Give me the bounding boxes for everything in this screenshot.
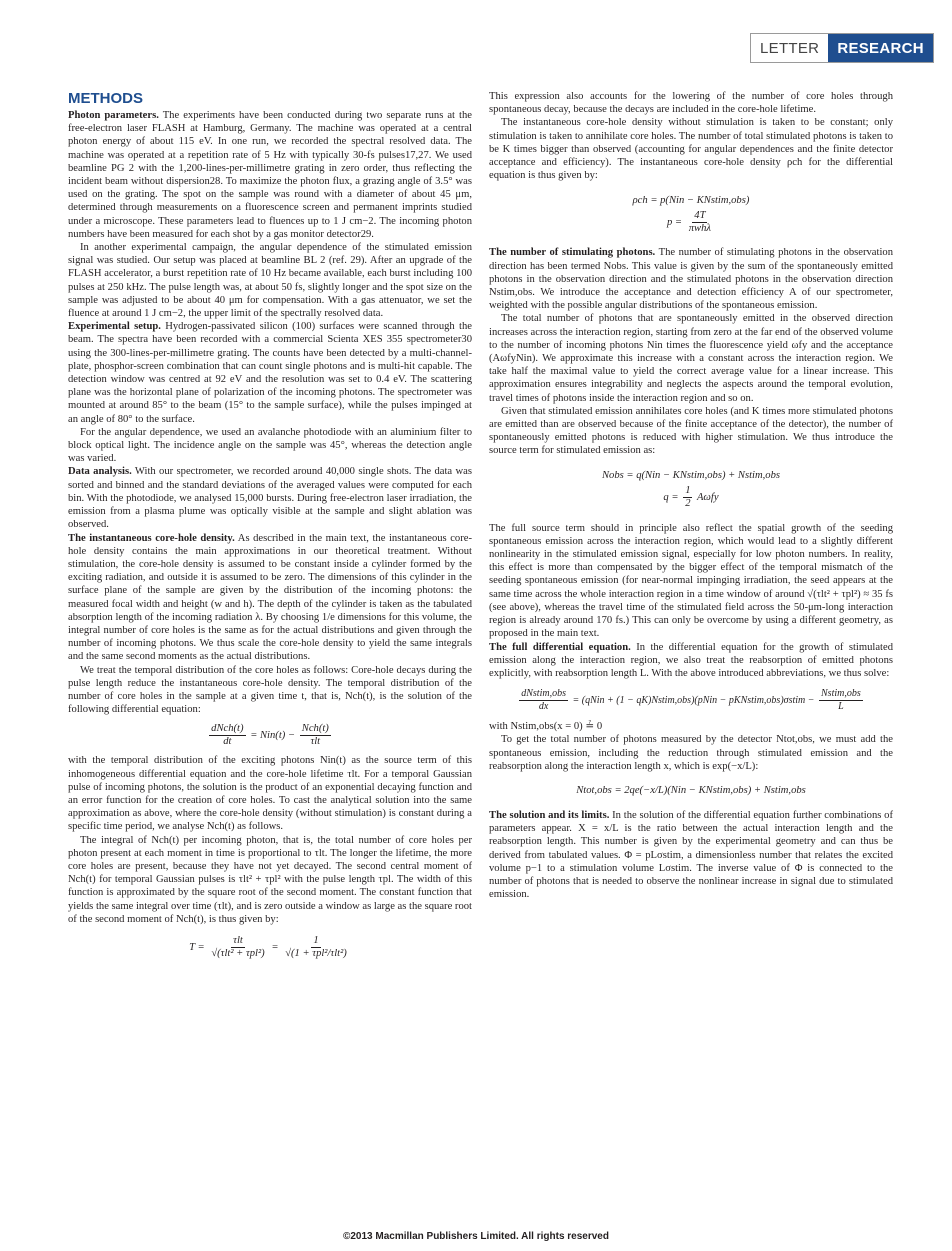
paragraph: The instantaneous core-hole density without stimulation is taken to be constant; only stimulation is taken to annihilate core holes. The number of total stimulated photons is taken to be K times bigger than observed (accounting for angular dependences and the finite detector acceptance and efficiency). The instantaneous core-hole density ρch for the differential equation is thus given by: — [489, 117, 893, 182]
paragraph-photon-parameters: Photon parameters. The experiments have been conducted during two separate runs at the free-electron laser FLASH at Hamburg, Germany. The machine was operated at a central photon energy of about 115 eV. In one run, we recorded the spectral resolved data. The machine was operated at a repetition rate of 5 Hz with typically 30-fs pulses17,27. We used beamline PG 2 with the 1,200-lines-per-millimetre grating in zero order, thus reflecting the incident beam without dispersion28. To maximize the photon flux, a grazing angle of 3.5° was used on the grating. The spot on the sample was round with a diameter of about 45 μm, determined through measurements on a fluorescence screen and permanent imprints studied under a microscope. These parameters lead to fluences up to 1 J cm−2. The incoming photon numbers have been measured for each shot by a gas monitor detector29. — [68, 110, 472, 240]
paragraph-data-analysis: Data analysis. With our spectrometer, we recorded around 40,000 single shots. The data was sorted and binned and the standard deviations of the averaged values were computed for each bin. With the photodiode, we analysed 15,000 bursts. During free-electron laser irradiation, the emission from a plasma plume was optically visible at the sample and slight ablation was observed. — [68, 466, 472, 531]
paragraph: with the temporal distribution of the exciting photons Nin(t) as the source term of this inhomogeneous differential equation and the core-hole lifetime τlt. For a temporal Gaussian pulse of incoming photons, the solution is the product of an exponential decaying function and an error function for the creation of core holes. To cast the analytical solution into the same approximation as above, where the core-hole density (without stimulation) is constant during a specific time period, we analyse Nch(t) as follows. — [68, 755, 472, 833]
equation-p: p = $\frac{4T}{\text{πwhλ}}$ — [666, 210, 712, 235]
paragraph-full-differential: The full differential equation. In the differential equation for the growth of stimulated emission along the interaction region, we also treat the reabsorption of emitted photons explicitly, with reabsorption length L. With the above introduced abbreviations, we thus solve: — [489, 641, 893, 679]
paragraph: We treat the temporal distribution of the core holes as follows: Core-hole decays during the pulse length reduce the instantaneous core-hole density. The temporal distribution of the number of core holes in the sample at a given time t, that is, Nch(t), is the solution of the following differential equation: — [68, 664, 472, 716]
right-column — [489, 90, 893, 901]
paragraph: The total number of photons that are spontaneously emitted in the observed direction increases across the interaction region, starting from zero at the far end of the observed volume to the number of incoming photons Nin times the fluorescence yield ωfy and the acceptance (AωfyNin). We approximate this increase with a constant across the interaction region. We take half the maximal value to yield the correct average value for a linear increase. This approximation ensures integrability and neglects the aspects around the temporal evolution, travel times of photons inside the interaction region and so on. — [489, 313, 893, 404]
paragraph-core-hole-density: The instantaneous core-hole density. As described in the main text, the instantaneous core-hole density contains the main approximations in our theoretical treatment. Without stimulation, the core-hole density is assumed to be constant inside a cylinder formed by the exciting radiation, and outside it is assumed to be zero. The dimensions of this cylinder in the surface plane of the sample are given by the distribution of the incoming photons: the measured focal width and height (w and h). The depth of the cylinder is taken as the tabulated absorption length of the incoming radiation λ. By choosing 1/e dimensions for this volume, the integral number of core holes is the same as for the actual distributions and given through the number of incoming photons. We thus scale the core-hole density to yield the same integrals and the same second moments as the actual distributions. — [68, 532, 472, 663]
paragraph: For the angular dependence, we used an avalanche photodiode with an aluminium filter to block optical light. The incidence angle on the sample was 45°, whereas the detection angle was varied. — [68, 426, 472, 465]
left-column — [68, 90, 472, 970]
equation-core-hole-ode: $\frac{\text{dNch(t)}}{dt}$ = Nin(t) − $\frac{\text{Nch(t)}}{\text{τlt}}$ — [211, 722, 329, 747]
paragraph: In another experimental campaign, the angular dependence of the stimulated emission signal was studied. Our setup was placed at beamline BL 2 (ref. 29). After an upgrade of the FLASH accelerator, a burst repetition rate of 10 Hz became available, each burst including 100 pulses at 250 kHz. The pulse length was, at about 50 fs, slightly longer and the spot size on the sample was adjusted to be about 40 μm for compensation. With a gas attenuator, we set the fluence at around 1 J cm−2, the upper limit of the spectrally resolved data. — [68, 242, 472, 320]
research-label: RESEARCH — [828, 34, 933, 62]
equation-T: T = $\frac{\text{τlt}}{\text{√(τlt² + τpl²)}}$ = $\frac{1}{\text{√(1 + τpl²/τlt²)}}$ — [189, 935, 347, 960]
paragraph: Given that stimulated emission annihilates core holes (and K times more stimulated photons are emitted than are observed because of the finite acceptance of the detector), the number of spontaneously emitted photons is reduced with higher stimulation. We thus introduce the source term for stimulated emission as: — [489, 405, 893, 457]
paragraph-solution-limits: The solution and its limits. In the solution of the differential equation further combinations of parameters appear. X = x/L is the ratio between the actual interaction length and the reabsorption length. This number is given by the experimental geometry and can thus be derived from tabulated values. Φ = pLσstim, a dimensionless number that relates the excited volume p−1 to a stimulation volume Lσstim. The inverse value of Φ is connected to the number of photons that is needed to observe the nonlinear increase in signal due to stimulated emission. — [489, 809, 893, 901]
equation-ntot: Ntot,obs = 2qe(−x/L)(Nin − KNstim,obs) + Nstim,obs — [576, 785, 806, 797]
paragraph: This expression also accounts for the lowering of the number of core holes through spontaneous decay, because the decays are included in the core-hole lifetime. — [489, 91, 893, 116]
paragraph: with Nstim,obs(x = 0) ≟ 0 — [489, 721, 603, 733]
letter-label: LETTER — [751, 34, 828, 62]
equation-rho-line: ρch = p(Nin − KNstim,obs) — [632, 194, 750, 206]
paragraph-experimental-setup: Experimental setup. Hydrogen-passivated silicon (100) surfaces were scanned through the beam. The spectra have been recorded with a commercial Scienta XES 355 spectrometer30 using the 300-lines-per-millimetre grating. The counts have been detected by a multi-channel-plate, phosphor-screen combination that can count single photons and is multi-hit capable. The detection window was centred at 92 eV and the resolution was set to 0.4 eV. The scattering plane was the horizontal plane of polarization of the incoming photons. The spectrometer was mounted at around 85° to the beam (15° to the sample surface), while the pulses impinged at an angle of 80° to the surface. — [68, 321, 472, 425]
methods-heading: METHODS — [68, 90, 143, 107]
copyright-footer: ©2013 Macmillan Publishers Limited. All rights reserved — [343, 1231, 609, 1242]
equation-nobs — [489, 458, 893, 522]
equation-nobs-line: Nobs = q(Nin − KNstim,obs) + Nstim,obs — [601, 470, 781, 482]
section-badge — [750, 33, 934, 63]
paragraph: The integral of Nch(t) per incoming photon, that is, the total number of core holes per photon present at each moment in time is proportional to τlt. The longer the lifetime, the more core holes are present, because they have not yet decayed. The second central moment of Nch(t) for temporal Gaussian pulses is τlt² + τpl² with the pulse length τpl. The width of this function is approximated by the square root of the second moment. The constant function that yields the same integral over time (τlt), and is zero outside a window as large as the square root of the second moment of Nch(t), is thus given by: — [68, 834, 472, 925]
paragraph-stimulating-photons: The number of stimulating photons. The number of stimulating photons in the observation direction has been termed Nobs. This value is given by the sum of the spontaneously emitted photons in the observation direction and the stimulated photons in the observation direction Nstim,obs. We introduce the acceptance and detection efficiency A of our spectrometer, weighted with the possible angular distributions of the spontaneous emission. — [489, 247, 893, 312]
equation-full-ode: $\frac{\text{dNstim,obs}}{dx}$ = (qNin + (1 − qK)Nstim,obs)(pNin − pKNstim,obs)σstim − $\frac{\text{Nstim,obs}}{L}$ — [521, 687, 861, 712]
paragraph: To get the total number of photons measured by the detector Ntot,obs, we must add the spontaneous emission, including the reduction through stimulated emission and the reabsorption along the interaction length x, which is exp(−x/L): — [489, 734, 893, 772]
equation-q: q = $\frac{1}{2}$ Aωfy — [663, 485, 719, 510]
equation-rho — [489, 182, 893, 246]
paragraph: The full source term should in principle also reflect the spatial growth of the seeding spontaneous emission across the interaction region, which would lead to a slightly different nonlinearity in the stimulated emission signal, especially for low photon numbers. In reality, this effect is more than compensated by the bigger effect of the temporal mismatch of the seeding spontaneous emission (for near-normal impinging irradiation, the seed appears at the same time across the whole interaction region in a time window of around √(τlt² + τpl²) ≈ 35 fs (see above), whereas the travel time of the stimulated field across the 50-μm-long interaction region is already around 170 fs.) This can only be overcome by using a different geometry, as proposed in the main text. — [489, 522, 893, 640]
